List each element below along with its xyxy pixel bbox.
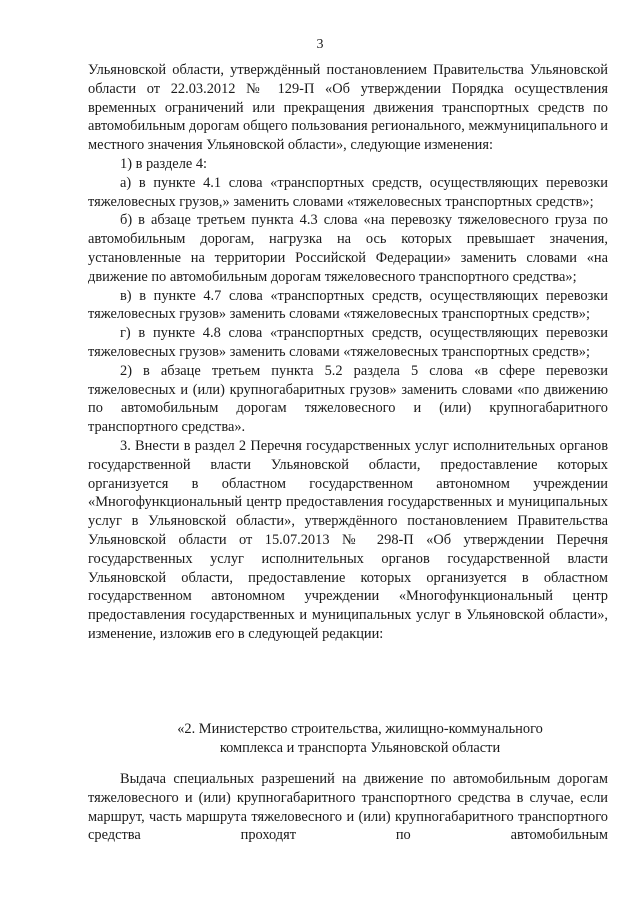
paragraph-item-a: а) в пункте 4.1 слова «транспортных средств, осуществляющих перевозки тяжеловесных грузов,» заменить словами «тяжеловесных транспортных средств»; <box>88 174 608 210</box>
section-heading <box>160 720 560 758</box>
document-body <box>88 61 608 644</box>
service-description <box>88 770 608 845</box>
paragraph-item-b: б) в абзаце третьем пункта 4.3 слова «на перевозку тяжеловесного груза по автомобильным дорогам, нагрузка на ось которых превышает значения, установленные на территории Российской Федерации» заменить словами «на движение по автомобильным дорогам тяжеловесного транспортного средства»; <box>88 212 608 285</box>
paragraph-item-v: в) в пункте 4.7 слова «транспортных средств, осуществляющих перевозки тяжеловесных грузов» заменить словами «тяжеловесных транспортных средств»; <box>88 287 608 323</box>
paragraph-item-g: г) в пункте 4.8 слова «транспортных средств, осуществляющих перевозки тяжеловесных грузов» заменить словами «тяжеловесных транспортных средств»; <box>88 325 608 360</box>
section-heading-line-2: комплекса и транспорта Ульяновской области <box>219 739 501 756</box>
paragraph-continuation: Ульяновской области, утверждённый постановлением Правительства Ульяновской области от 22.03.2012 № 129-П «Об утверждении Порядка осуществления временных ограничений или прекращения движения транспортных средств по автомобильным дорогам общего пользования регионального, межмуниципального и местного значения Ульяновской области», следующие изменения: <box>88 62 608 154</box>
paragraph-item-1: 1) в разделе 4: <box>120 155 208 172</box>
page-number: 3 <box>316 37 324 52</box>
service-description-paragraph: Выдача специальных разрешений на движение по автомобильным дорогам тяжеловесного и (или) крупногабаритного транспортного средства в случае, если маршрут, часть маршрута тяжеловесного и (или) крупногабаритного транспортного средства проходят по автомобильным <box>88 771 608 844</box>
paragraph-item-3: 3. Внести в раздел 2 Перечня государственных услуг исполнительных органов государственной власти Ульяновской области, предоставление которых организуется в областном государственном автономном учреждении «Многофункциональный центр предоставления государственных и муниципальных услуг в Ульяновской области», утверждённого постановлением Правительства Ульяновской области от 15.07.2013 № 298-П «Об утверждении Перечня государственных услуг исполнительных органов государственной власти Ульяновской области, предоставление которых организуется в областном государственном автономном учреждении «Многофункциональный центр предоставления государственных и муниципальных услуг в Ульяновской области», изменение, изложив его в следующей редакции: <box>88 437 608 642</box>
paragraph-item-2: 2) в абзаце третьем пункта 5.2 раздела 5 слова «в сфере перевозки тяжеловесных и (или) крупногабаритных грузов» заменить словами «по движению по автомобильным дорогам тяжеловесного и (или) крупногабаритного транспортного средства». <box>88 362 608 436</box>
section-heading-line-1: «2. Министерство строительства, жилищно-коммунального <box>177 721 543 737</box>
